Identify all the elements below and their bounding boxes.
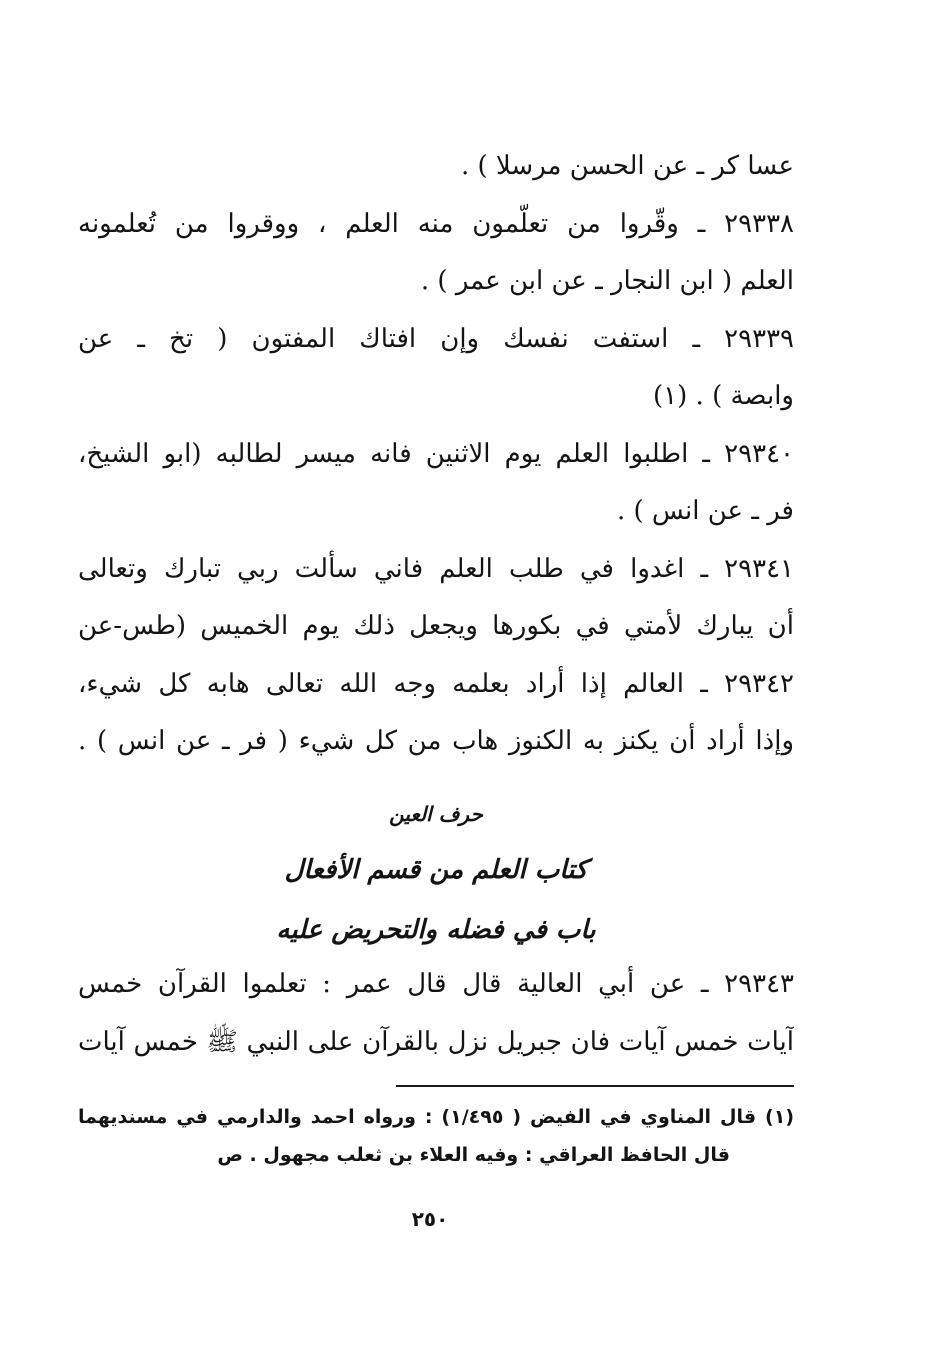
letter-heading: حرف العين	[389, 802, 483, 826]
footnote-line: (١) قال المناوي في الفيض ( ١/٤٩٥) : ورواه احمد والدارمي في مسنديهما	[78, 1106, 794, 1128]
text-line: وابصة ) . (١)	[653, 381, 794, 411]
text-line: ٢٩٣٤٣ ـ عن أبي العالية قال قال عمر : تعلموا القرآن خمس	[78, 969, 794, 999]
text-line: أن يبارك لأمتي في بكورها ويجعل ذلك يوم الخميس (طس-عن	[78, 611, 794, 641]
text-line: ٢٩٣٤٢ ـ العالم إذا أراد بعلمه وجه الله تعالى هابه كل شيء،	[78, 668, 794, 699]
text-line: ٢٩٣٣٩ ـ استفت نفسك وإن افتاك المفتون ( تخ ـ عن	[78, 323, 794, 354]
footnote-divider	[396, 1085, 794, 1087]
footnotes	[78, 1098, 794, 1174]
lower-text	[78, 956, 794, 1071]
page-number: ٢٥٠	[411, 1207, 449, 1231]
text-line: عسا كر ـ عن الحسن مرسلا ) .	[460, 151, 794, 181]
main-text	[78, 138, 794, 771]
text-line: وإذا أراد أن يكنز به الكنوز هاب من كل شيء ( فر ـ عن انس ) .	[78, 726, 794, 756]
text-line: آيات خمس آيات فان جبريل نزل بالقرآن على النبي ﷺ خمس آيات	[78, 1026, 794, 1057]
text-line: العلم ( ابن النجار ـ عن ابن عمر ) .	[420, 266, 794, 296]
book-heading: كتاب العلم من قسم الأفعال	[284, 855, 588, 885]
footnote-line: قال الحافظ العراقي : وفيه العلاء بن ثعلب مجهول . ص	[217, 1144, 730, 1166]
text-line: ٢٩٣٣٨ ـ وقّروا من تعلّمون منه العلم ، ووقروا من تُعلمونه	[78, 208, 794, 239]
section-headings	[78, 788, 794, 960]
text-line: ٢٩٣٤١ ـ اغدوا في طلب العلم فاني سألت ربي تبارك وتعالى	[78, 553, 794, 584]
text-line: ٢٩٣٤٠ ـ اطلبوا العلم يوم الاثنين فانه ميسر لطالبه (ابو الشيخ،	[78, 438, 794, 469]
text-line: فر ـ عن انس ) .	[616, 496, 794, 526]
chapter-heading: باب في فضله والتحريض عليه	[276, 915, 596, 945]
